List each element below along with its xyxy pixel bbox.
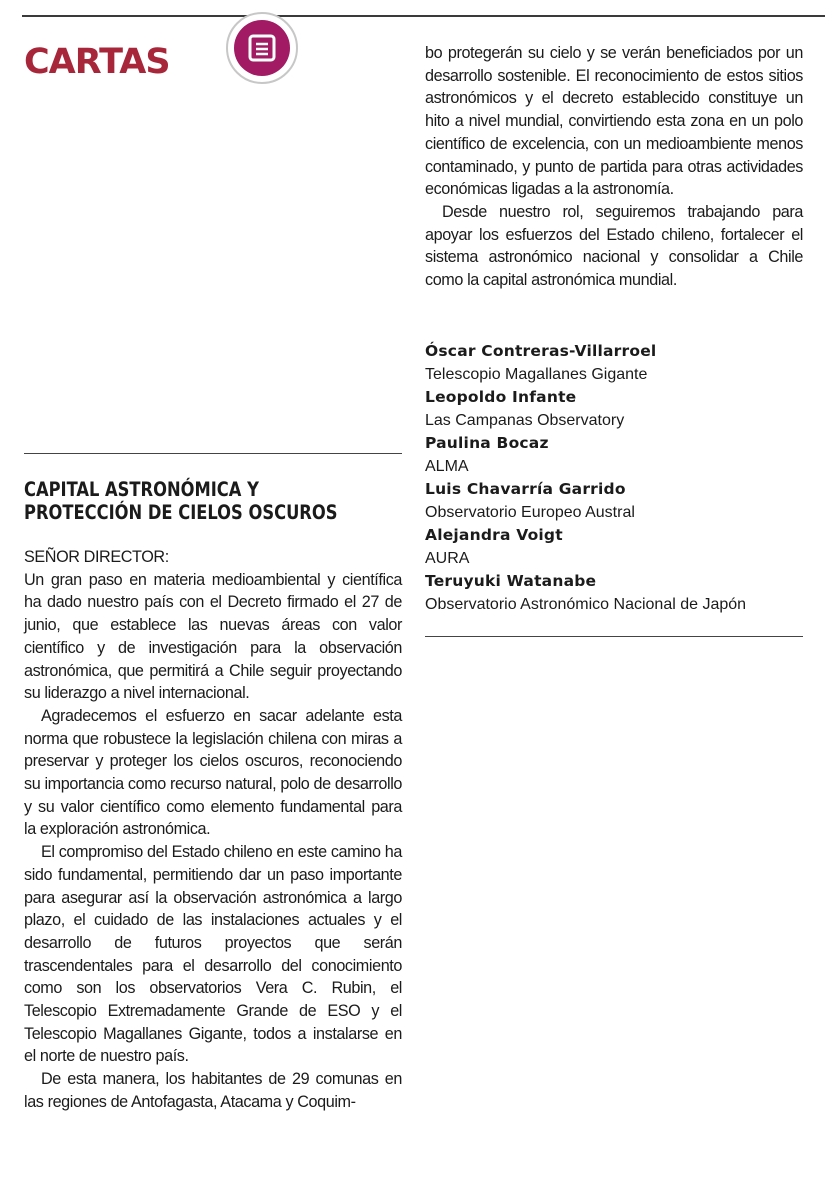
salutation: SEÑOR DIRECTOR: <box>24 548 169 566</box>
signatory-name: Óscar Contreras-Villarroel <box>425 342 657 360</box>
right-divider <box>425 636 803 637</box>
paragraph: Agradecemos el esfuerzo en sacar adelante esta norma que robustece la legislación chilena con miras a preservar y proteger los cielos oscuros, reconociendo su importancia como recurso natural, polo de desarrollo y su valor científico como elemento fundamental para la exploración astronómica. <box>24 706 402 839</box>
signatory-org: Telescopio Magallanes Gigante <box>425 366 648 383</box>
paragraph: El compromiso del Estado chileno en este camino ha sido fundamental, permitiendo dar un paso importante para asegurar así la observación astronómica a largo plazo, el cuidado de las instalaciones actuales y el desarrollo de futuros proyectos que serán trascendentales para el desarrollo del conocimiento como son los observatorios Vera C. Rubin, el Telescopio Extremadamente Grande de ESO y el Telescopio Magallanes Gigante, todos a instalarse en el norte de nuestro país. <box>24 843 402 1066</box>
signatory-org: Observatorio Astronómico Nacional de Japón <box>425 596 747 613</box>
signatory-org: ALMA <box>425 458 469 475</box>
letter-body <box>24 546 402 1114</box>
signatory-name: Paulina Bocaz <box>425 434 549 452</box>
signatory-name: Leopoldo Infante <box>425 388 577 406</box>
paragraph: Un gran paso en materia medioambiental y científica ha dado nuestro país con el Decreto firmado el 27 de junio, que establece las nuevas áreas con valor científico y de investigación para la observación astronómica, que permitirá a Chile seguir proyectando su liderazgo a nivel internacional. <box>24 570 402 703</box>
right-column <box>425 0 805 1200</box>
letter-continuation <box>425 42 803 292</box>
signatory-org: AURA <box>425 550 470 567</box>
signatory-org: Las Campanas Observatory <box>425 412 625 429</box>
signatures <box>425 340 805 616</box>
letter-headline: CAPITAL ASTRONÓMICA Y PROTECCIÓN DE CIELOS OSCUROS <box>24 478 338 524</box>
paragraph: De esta manera, los habitantes de 29 comunas en las regiones de Antofagasta, Atacama y Coquim- <box>24 1070 402 1111</box>
left-column <box>24 0 402 1200</box>
paragraph: Desde nuestro rol, seguiremos trabajando para apoyar los esfuerzos del Estado chileno, fortalecer el sistema astronómico nacional y consolidar a Chile como la capital astronómica mundial. <box>425 202 803 290</box>
signatory-org: Observatorio Europeo Austral <box>425 504 635 521</box>
left-divider <box>24 453 402 454</box>
paragraph: bo protegerán su cielo y se verán beneficiados por un desarrollo sostenible. El reconocimiento de estos sitios astronómicos y el decreto establecido constituye un hito a nivel mundial, convirtiendo esta zona en un polo científico de excelencia, con un medioambiente menos contaminado, y punto de partida para otras actividades económicas ligadas a la astronomía. <box>425 44 803 199</box>
signatory-name: Alejandra Voigt <box>425 526 563 544</box>
signatory-name: Teruyuki Watanabe <box>425 572 597 590</box>
section-title: CARTAS <box>24 42 170 82</box>
signatory-name: Luis Chavarría Garrido <box>425 480 626 498</box>
